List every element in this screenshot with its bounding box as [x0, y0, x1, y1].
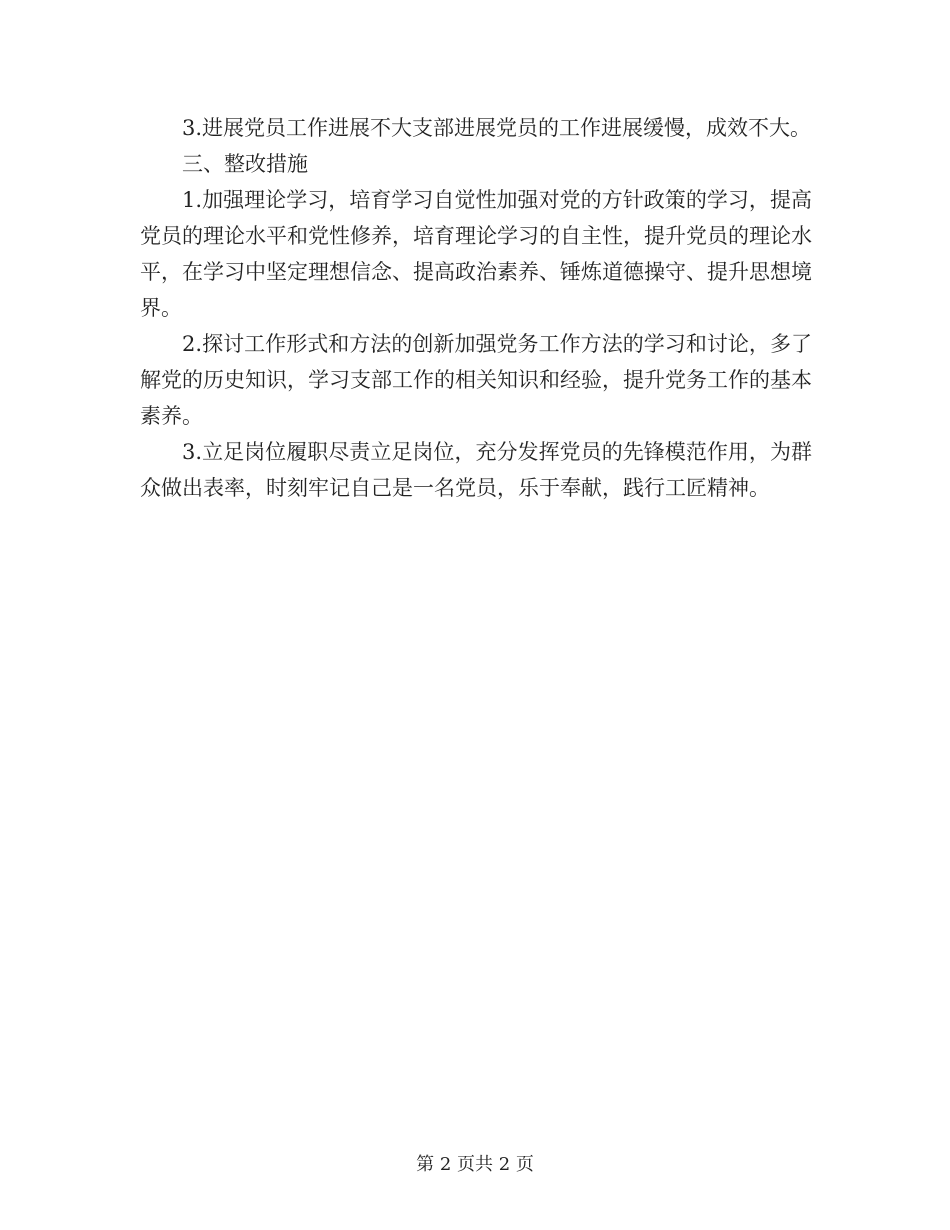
paragraph-measure-3: 3.立足岗位履职尽责立足岗位，充分发挥党员的先锋模范作用，为群众做出表率，时刻牢记自己是一名党员，乐于奉献，践行工匠精神。 — [140, 440, 812, 500]
document-body — [140, 110, 812, 506]
section-heading-rectification: 三、整改措施 — [182, 152, 308, 176]
paragraph-issue-3: 3.进展党员工作进展不大支部进展党员的工作进展缓慢，成效不大。 — [182, 116, 812, 140]
paragraph-measure-2: 2.探讨工作形式和方法的创新加强党务工作方法的学习和讨论，多了解党的历史知识，学习支部工作的相关知识和经验，提升党务工作的基本素养。 — [140, 332, 812, 428]
paragraph-measure-1: 1.加强理论学习，培育学习自觉性加强对党的方针政策的学习，提高党员的理论水平和党性修养，培育理论学习的自主性，提升党员的理论水平，在学习中坚定理想信念、提高政治素养、锤炼道德操守、提升思想境界。 — [140, 188, 812, 320]
page-number-footer: 第 2 页共 2 页 — [416, 1154, 534, 1175]
